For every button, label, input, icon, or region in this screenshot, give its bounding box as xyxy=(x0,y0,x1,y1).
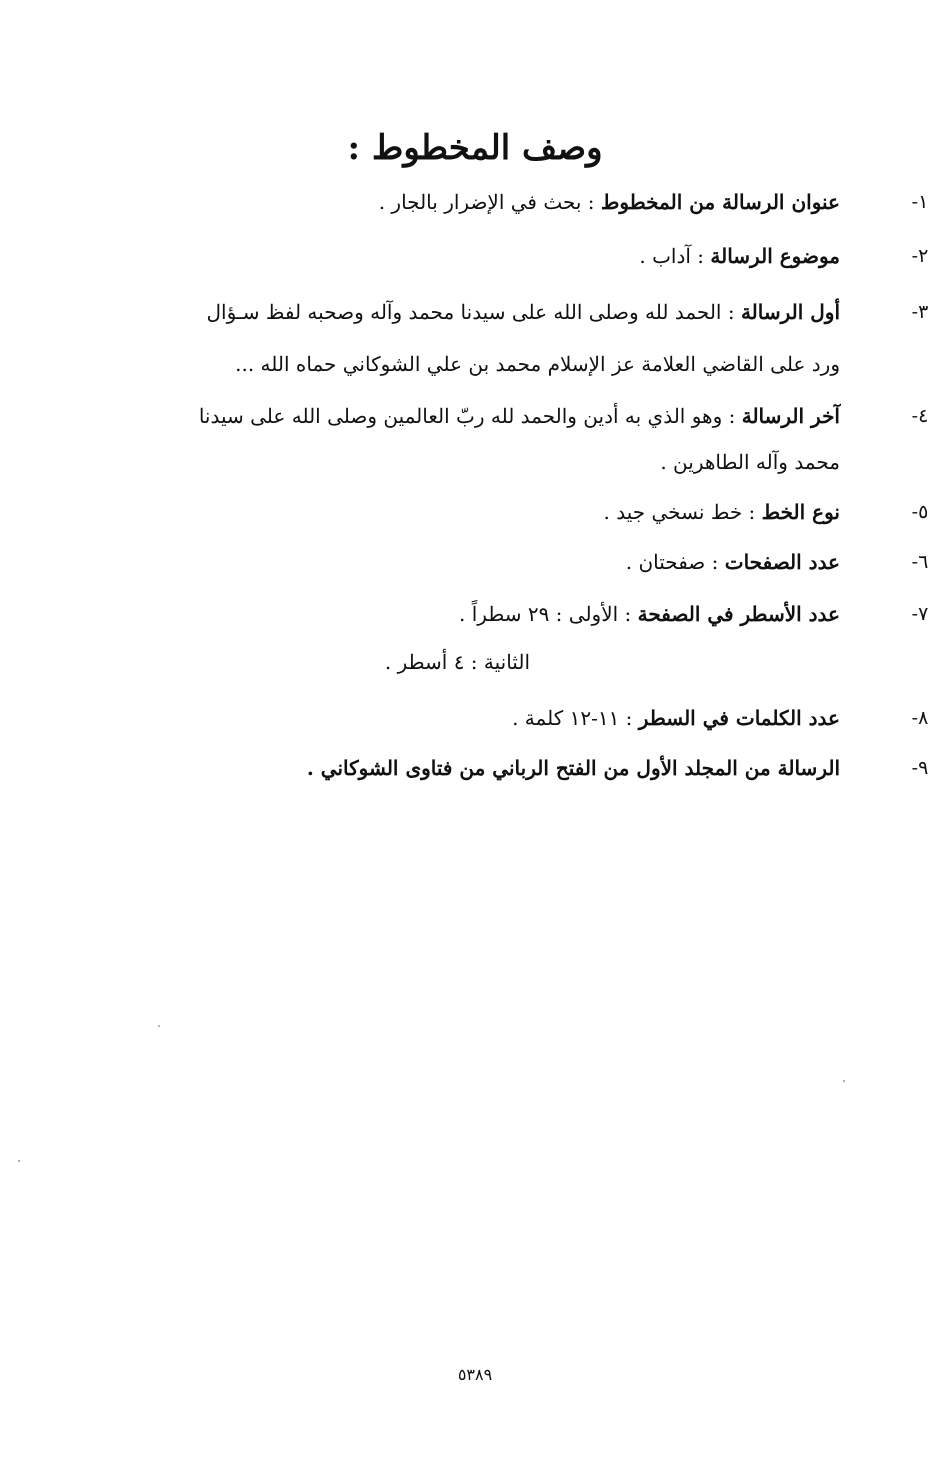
item-text: : صفحتان . xyxy=(625,550,719,574)
scan-speck xyxy=(843,1080,845,1082)
item-number: ٥- xyxy=(911,501,929,523)
item-text: : خط نسخي جيد . xyxy=(603,500,756,524)
item-text: : وهو الذي به أدين والحمد لله ربّ العالمين وصلى الله على سيدنا xyxy=(198,404,736,428)
item-label: أول الرسالة xyxy=(740,300,840,324)
item-label: آخر الرسالة xyxy=(741,404,840,428)
item-number: ٧- xyxy=(911,603,929,625)
item-number: ٢- xyxy=(911,245,929,267)
item-number: ٤- xyxy=(911,405,929,427)
item-text: : بحث في الإضرار بالجار . xyxy=(378,190,595,214)
item-number: ٣- xyxy=(911,301,929,323)
scan-speck xyxy=(18,1160,20,1162)
list-item-continuation xyxy=(80,338,840,390)
item-text: : الأولى : ٢٩ سطراً . xyxy=(459,602,632,626)
list-item xyxy=(80,390,929,442)
item-continuation: محمد وآله الطاهرين . xyxy=(660,450,840,474)
item-label: عنوان الرسالة من المخطوط xyxy=(600,190,840,214)
item-continuation: ورد على القاضي العلامة عز الإسلام محمد بن علي الشوكاني حماه الله ... xyxy=(235,352,840,376)
list-item xyxy=(80,176,929,228)
list-item xyxy=(80,588,929,640)
list-item-continuation xyxy=(80,436,840,488)
item-label: موضوع الرسالة xyxy=(710,244,840,268)
list-item xyxy=(80,692,929,744)
item-label: نوع الخط xyxy=(761,500,840,524)
list-item xyxy=(80,230,929,282)
page-number: ٥٣٨٩ xyxy=(457,1365,493,1384)
item-number: ٩- xyxy=(911,757,929,779)
scan-speck xyxy=(158,1025,160,1027)
page-title: وصف المخطوط : xyxy=(347,128,603,168)
item-text: : ١١-١٢ كلمة . xyxy=(512,706,633,730)
list-item xyxy=(80,286,929,338)
item-label: عدد الصفحات xyxy=(724,550,840,574)
list-item xyxy=(80,486,929,538)
item-sub-line: الثانية : ٤ أسطر . xyxy=(384,650,530,674)
list-item xyxy=(80,742,929,794)
item-text: : آداب . xyxy=(639,244,705,268)
item-number: ٦- xyxy=(911,551,929,573)
item-number: ٨- xyxy=(911,707,929,729)
item-label: عدد الكلمات في السطر xyxy=(638,706,840,730)
item-text: : الحمد لله وصلى الله على سيدنا محمد وآله وصحبه لفظ سـؤال xyxy=(206,300,735,324)
item-label: عدد الأسطر في الصفحة xyxy=(637,602,840,626)
item-label: الرسالة من المجلد الأول من الفتح الرباني من فتاوى الشوكاني . xyxy=(306,756,840,780)
item-number: ١- xyxy=(911,191,929,213)
list-item xyxy=(80,536,929,588)
